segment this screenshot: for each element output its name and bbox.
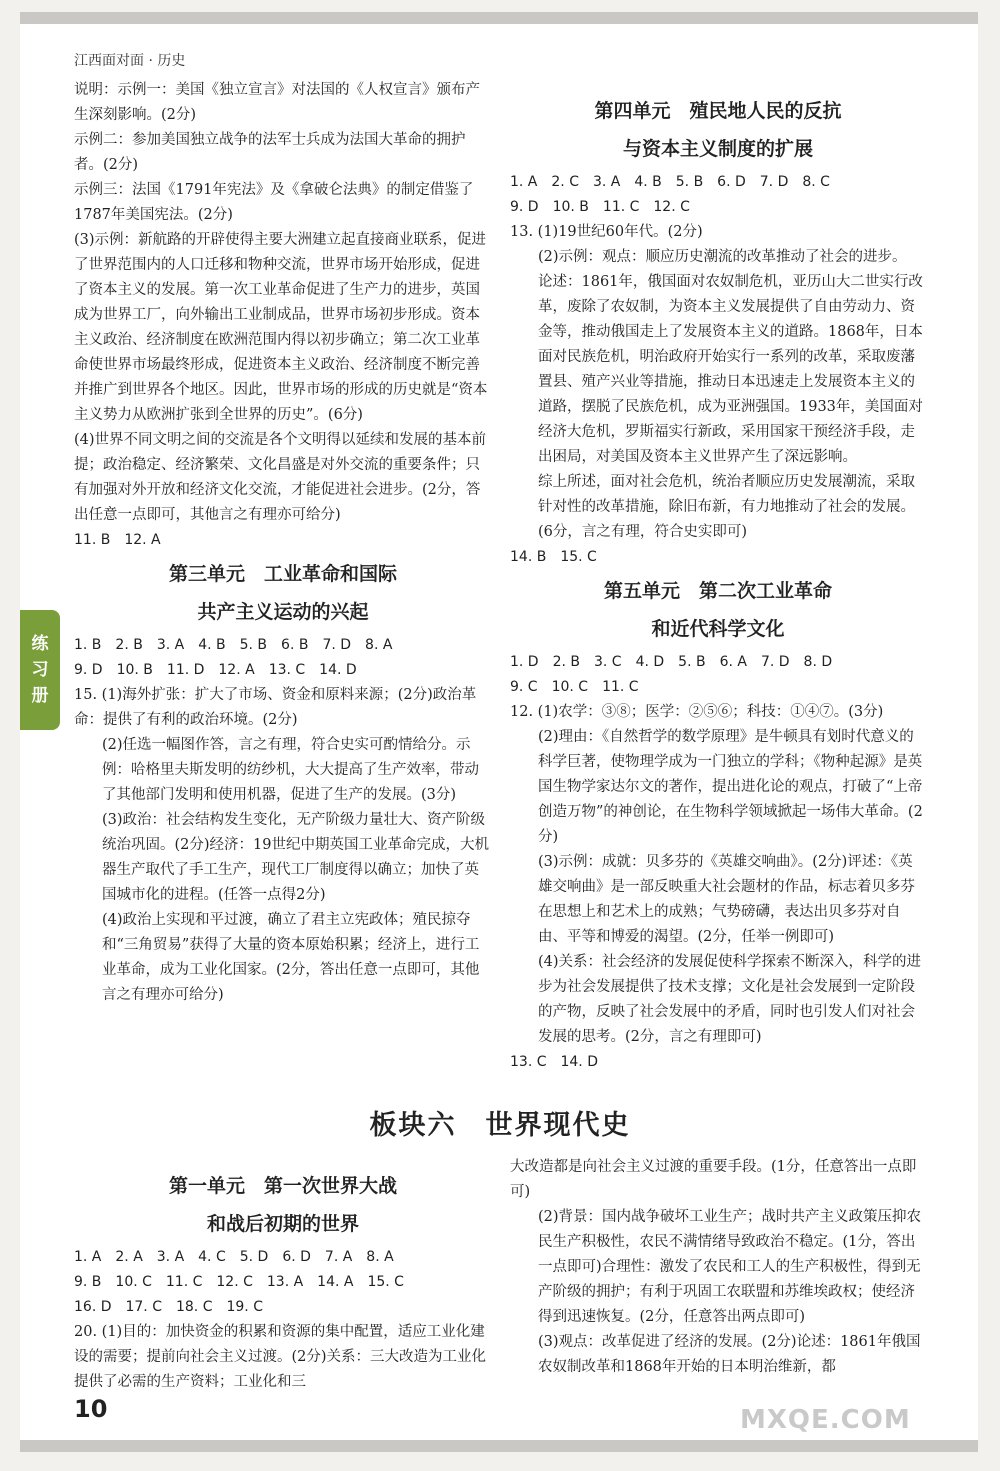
side-tab-char: 练 [31,634,49,654]
paragraph: 15. (1)海外扩张：扩大了市场、资金和原料来源；(2分)政治革命：提供了有利的政治环境。(2分) [74,687,477,728]
paragraph: (4)关系：社会经济的发展促使科学探索不断深入，科学的进步为社会发展提供了技术支撑；文化是社会发展到一定阶段的产物，反映了社会发展中的矛盾，同时也引发人们对社会发展的思考。(2分，言之有理即可) [538,954,922,1045]
answer-line: 14. B 15. C [510,549,597,565]
bottom-band [20,1440,978,1452]
paragraph: 示例三：法国《1791年宪法》及《拿破仑法典》的制定借鉴了1787年美国宪法。(2分) [74,182,474,223]
answer-line: 1. A 2. C 3. A 4. B 5. B 6. D 7. D 8. C [510,174,830,190]
answer-line: 16. D 17. C 18. C 19. C [74,1299,263,1315]
paragraph: (4)世界不同文明之间的交流是各个文明得以延续和发展的基本前提；政治稳定、经济繁荣、文化昌盛是对外交流的重要条件；只有加强对外开放和经济文化交流，才能促进社会进步。(2分，答出任意一点即可，其他言之有理亦可给分) [74,432,487,523]
bottom-right-column [510,1155,926,1380]
paragraph: (4)政治上实现和平过渡，确立了君主立宪政体；殖民掠夺和“三角贸易”获得了大量的资本原始积累；经济上，进行工业革命，成为工业化国家。(2分，答出任意一点即可，其他言之有理亦可给分) [102,912,480,1003]
bottom-left-column [74,1165,492,1395]
side-tab-char: 册 [31,686,49,706]
unit-title: 第三单元 工业革命和国际 [168,563,397,585]
answer-line: 13. C 14. D [510,1054,598,1070]
paragraph: 13. (1)19世纪60年代。(2分) [510,224,703,240]
unit-title: 和近代科学文化 [651,618,785,640]
page-number: 10 [74,1395,108,1423]
paragraph: (2)背景：国内战争破坏工业生产；战时共产主义政策压抑农民生产积极性，农民不满情绪导致政治不稳定。(1分，答出一点即可)合理性：激发了农民和工人的生产积极性，得到无产阶级的拥护；有利于巩固工农联盟和苏维埃政权；使经济得到迅速恢复。(2分，任意答出两点即可) [538,1209,922,1325]
side-tab [20,610,60,730]
paragraph: (2)示例：观点：顺应历史潮流的改革推动了社会的进步。 [538,249,907,265]
unit-title: 和战后初期的世界 [206,1213,359,1235]
right-column [510,90,926,1075]
paragraph: 12. (1)农学：③⑧；医学：②⑤⑥；科技：①④⑦。(3分) [510,704,884,720]
left-column [74,78,492,1008]
paragraph: (2)理由：《自然哲学的数学原理》是牛顿具有划时代意义的科学巨著，使物理学成为一门独立的学科；《物种起源》是英国生物学家达尔文的著作，提出进化论的观点，打破了“上帝创造万物”的神创论，在生物科学领域掀起一场伟大革命。(2分) [538,729,923,845]
paragraph: (2)任选一幅图作答，言之有理，符合史实可酌情给分。示例：哈格里夫斯发明的纺纱机，大大提高了生产效率，带动了其他部门发明和使用机器，促进了生产的发展。(3分) [102,737,479,803]
paragraph: (3)示例：新航路的开辟使得主要大洲建立起直接商业联系，促进了世界范围内的人口迁移和物种交流，世界市场开始形成，促进了资本主义的发展。第一次工业革命促进了生产力的进步，英国成为世界工厂，向外输出工业制成品，世界市场初步形成。资本主义政治、经济制度在欧洲范围内得以初步确立；第二次工业革命使世界市场最终形成，促进资本主义政治、经济制度不断完善并推广到世界各个地区。因此，世界市场的形成的历史就是“资本主义势力从欧洲扩张到全世界的历史”。(6分) [74,232,488,423]
side-tab-char: 习 [31,660,49,680]
unit-title: 与资本主义制度的扩展 [622,138,813,160]
answer-line: 1. D 2. B 3. C 4. D 5. B 6. A 7. D 8. D [510,654,833,670]
paragraph: 20. (1)目的：加快资金的积累和资源的集中配置，适应工业化建设的需要；提前向社会主义过渡。(2分)关系：三大改造为工业化提供了必需的生产资料；工业化和三 [74,1324,487,1390]
paragraph: 示例二：参加美国独立战争的法军士兵成为法国大革命的拥护者。(2分) [74,132,466,173]
top-band [20,12,978,24]
unit-title: 第四单元 殖民地人民的反抗 [594,100,842,122]
watermark: MXQE.COM [740,1405,911,1435]
paragraph: 综上所述，面对社会危机，统治者顺应历史发展潮流，采取针对性的改革措施，除旧布新，有力地推动了社会的发展。(6分，言之有理，符合史实即可) [538,474,915,540]
answer-line: 1. B 2. B 3. A 4. B 5. B 6. B 7. D 8. A [74,637,393,653]
answer-line: 11. B 12. A [74,532,161,548]
paragraph: 说明：示例一：美国《独立宣言》对法国的《人权宣言》颁布产生深刻影响。(2分) [74,82,480,123]
paragraph: 论述：1861年，俄国面对农奴制危机，亚历山大二世实行改革，废除了农奴制，为资本主义发展提供了自由劳动力、资金等，推动俄国走上了发展资本主义的道路。1868年，日本面对民族危机，明治政府开始实行一系列的改革，采取废藩置县、殖产兴业等措施，推动日本迅速走上发展资本主义的道路，摆脱了民族危机，成为亚洲强国。1933年，美国面对经济大危机，罗斯福实行新政，采用国家干预经济手段，走出困局，对美国及资本主义世界产生了深远影响。 [538,274,923,465]
unit-title: 第五单元 第二次工业革命 [603,580,832,602]
paragraph: (3)观点：改革促进了经济的发展。(2分)论述：1861年俄国农奴制改革和1868年开始的日本明治维新，都 [538,1334,921,1375]
section-title: 板块六 世界现代史 [369,1110,631,1141]
answer-line: 9. C 10. C 11. C [510,679,639,695]
answer-line: 1. A 2. A 3. A 4. C 5. D 6. D 7. A 8. A [74,1249,394,1265]
paragraph: (3)政治：社会结构发生变化，无产阶级力量壮大、资产阶级统治巩固。(2分)经济：19世纪中期英国工业革命完成，大机器生产取代了手工生产，现代工厂制度得以确立；加快了英国城市化的进程。(任答一点得2分) [102,812,489,903]
answer-line: 9. B 10. C 11. C 12. C 13. A 14. A 15. C [74,1274,404,1290]
unit-title: 共产主义运动的兴起 [197,601,369,623]
paragraph: 大改造都是向社会主义过渡的重要手段。(1分，任意答出一点即可) [510,1159,917,1200]
answer-line: 9. D 10. B 11. C 12. C [510,199,690,215]
page-header: 江西面对面 · 历史 [74,53,186,69]
answer-line: 9. D 10. B 11. D 12. A 13. C 14. D [74,662,357,678]
paragraph: (3)示例：成就：贝多芬的《英雄交响曲》。(2分)评述：《英雄交响曲》是一部反映重大社会题材的作品，标志着贝多芬在思想上和艺术上的成熟；气势磅礴，表达出贝多芬对自由、平等和博爱的渴望。(2分，任举一例即可) [538,854,915,945]
unit-title: 第一单元 第一次世界大战 [168,1175,397,1197]
